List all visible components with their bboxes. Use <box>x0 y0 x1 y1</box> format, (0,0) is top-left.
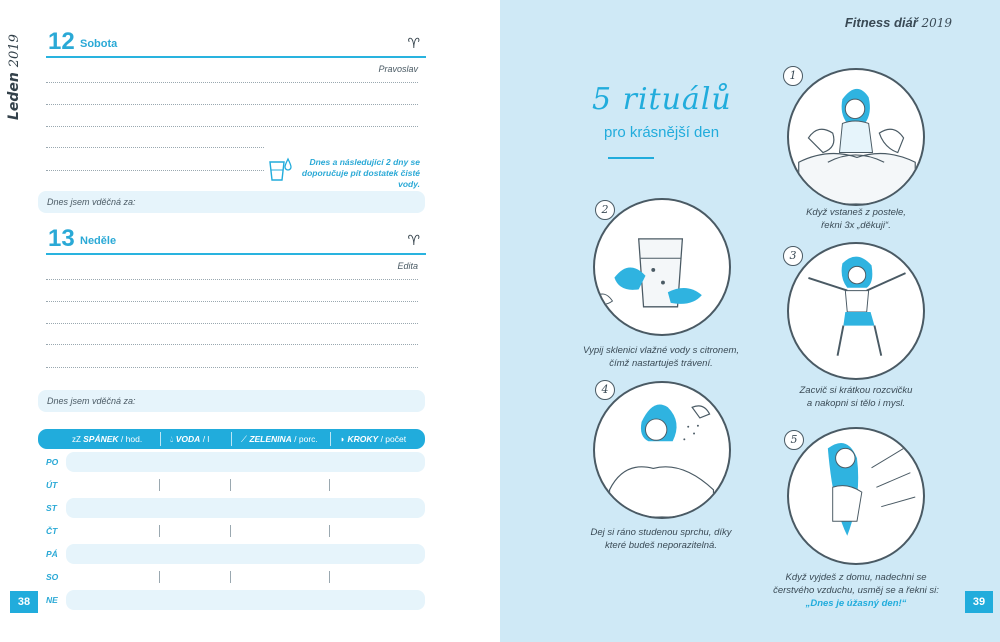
writing-line[interactable] <box>46 344 418 345</box>
habit-tracker <box>38 429 425 605</box>
zzz-icon: zZ <box>72 435 84 444</box>
tracker-row[interactable] <box>38 544 425 564</box>
tracker-col-vegetables: ⟋ ZELENINA / porc. <box>241 434 318 444</box>
water-tip <box>268 156 424 189</box>
header-divider <box>330 432 331 446</box>
gratitude-field[interactable] <box>38 390 425 412</box>
day-number: 13 <box>48 225 75 252</box>
rituals-subheading: pro krásnější den <box>604 124 720 141</box>
rituals-heading: 5 rituálů <box>592 82 732 117</box>
column-divider <box>329 571 330 583</box>
header-divider <box>231 432 232 446</box>
water-drop-icon: 💧︎ <box>170 434 176 444</box>
weekday-label: ÚT <box>46 480 58 490</box>
tracker-col-steps: ◗ KROKY / počet <box>340 434 407 444</box>
ritual-number: 2 <box>595 200 615 220</box>
tracker-row-field[interactable] <box>66 544 425 564</box>
writing-line[interactable] <box>46 82 418 83</box>
writing-line[interactable] <box>46 301 418 302</box>
column-divider <box>159 571 160 583</box>
column-divider <box>159 525 160 537</box>
ritual-4-illustration <box>593 381 731 519</box>
weekday-label: NE <box>46 595 58 605</box>
column-divider <box>230 479 231 491</box>
water-glass-icon <box>268 156 294 182</box>
ritual-number: 1 <box>783 66 803 86</box>
column-divider <box>329 525 330 537</box>
ritual-number: 4 <box>595 380 615 400</box>
day-number: 12 <box>48 28 75 55</box>
carrot-icon: ⟋ <box>241 434 250 444</box>
ritual-5-illustration <box>787 427 925 565</box>
ritual-number: 5 <box>784 430 804 450</box>
page-number-right: 39 <box>965 591 993 613</box>
month-header <box>6 34 46 120</box>
writing-line[interactable] <box>46 104 418 105</box>
tracker-row[interactable] <box>38 475 425 495</box>
ritual-1-caption: Když vstaneš z postele, řekni 3x „děkuji“. <box>806 207 906 231</box>
nameday: Pravoslav <box>378 64 418 74</box>
ritual-3-illustration <box>787 242 925 380</box>
day-name: Sobota <box>80 38 118 50</box>
weekday-label: PÁ <box>46 549 58 559</box>
day-name: Neděle <box>80 235 117 247</box>
ritual-1-illustration <box>787 68 925 206</box>
tracker-row-field[interactable] <box>66 498 425 518</box>
tracker-row[interactable] <box>38 590 425 610</box>
book-title: Fitness diář 2019 <box>844 15 952 30</box>
weekday-label: SO <box>46 572 59 582</box>
footprint-icon: ◗ <box>340 434 348 444</box>
page-number-left: 38 <box>10 591 38 613</box>
writing-line[interactable] <box>46 367 418 368</box>
writing-line[interactable] <box>46 170 264 171</box>
day-entry-13 <box>46 225 426 271</box>
column-divider <box>159 479 160 491</box>
water-tip-text: Dnes a následující 2 dny se doporučuje pít dostatek čisté vody. <box>301 157 420 189</box>
tracker-col-water: 💧︎ VODA / l <box>170 434 210 444</box>
ritual-2-caption: Vypij sklenici vlažné vody s citronem, čímž nastartuješ trávení. <box>582 345 740 369</box>
heading-underline <box>608 157 654 159</box>
tracker-row[interactable] <box>38 498 425 518</box>
month-label: Leden <box>6 72 22 120</box>
tracker-row[interactable] <box>38 567 425 587</box>
ritual-4-caption: Dej si ráno studenou sprchu, díky které budeš neporazitelná. <box>590 527 732 551</box>
ritual-number: 3 <box>783 246 803 266</box>
tracker-row[interactable] <box>38 452 425 472</box>
day-header <box>46 30 426 58</box>
ritual-3-caption: Zacvič si krátkou rozcvičku a nakopni si tělo i mysl. <box>799 385 913 409</box>
writing-line[interactable] <box>46 147 264 148</box>
gratitude-label: Dnes jsem vděčná za: <box>47 396 136 406</box>
writing-line[interactable] <box>46 279 418 280</box>
gratitude-field[interactable] <box>38 191 425 213</box>
tracker-col-sleep: zZ SPÁNEK / hod. <box>72 434 143 444</box>
day-header <box>46 227 426 255</box>
day-entry-12 <box>46 28 426 74</box>
zodiac-aries-icon: ♈ <box>407 233 420 249</box>
column-divider <box>230 571 231 583</box>
ritual-2-illustration <box>593 198 731 336</box>
tracker-row-field[interactable] <box>66 452 425 472</box>
ritual-5-caption: Když vyjdeš z domu, nadechni se čerstvého vzduchu, usměj se a řekni si: „Dnes je úžasný den!“ <box>773 572 939 609</box>
weekday-label: ST <box>46 503 57 513</box>
column-divider <box>230 525 231 537</box>
right-page <box>500 0 1000 642</box>
column-divider <box>329 479 330 491</box>
gratitude-label: Dnes jsem vděčná za: <box>47 197 136 207</box>
writing-line[interactable] <box>46 323 418 324</box>
weekday-label: PO <box>46 457 59 467</box>
tracker-row-field[interactable] <box>66 590 425 610</box>
weekday-label: ČT <box>46 526 58 536</box>
writing-line[interactable] <box>46 126 418 127</box>
tracker-header <box>38 429 425 449</box>
nameday: Edita <box>397 261 418 271</box>
month-year: 2019 <box>7 34 22 68</box>
zodiac-aries-icon: ♈ <box>407 36 420 52</box>
header-divider <box>160 432 161 446</box>
tracker-row[interactable] <box>38 521 425 541</box>
